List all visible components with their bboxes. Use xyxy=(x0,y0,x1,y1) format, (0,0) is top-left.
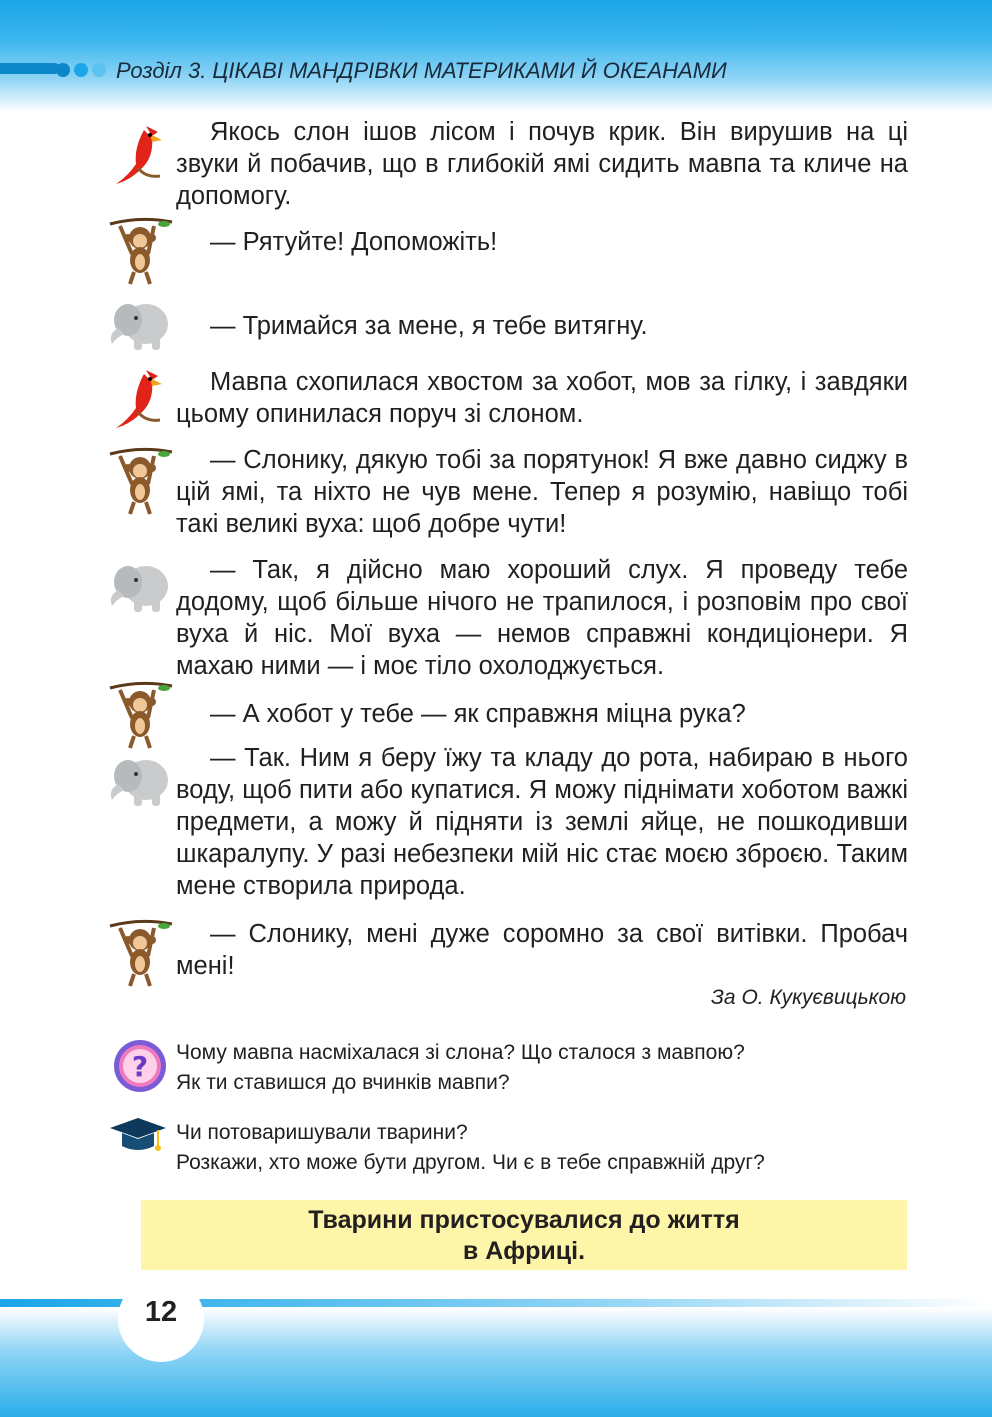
story-paragraph: — Так. Ним я беру їжу та кладу до рота, набираю в нього воду, щоб пити або купатися. Я можу піднімати хоботом важкі предмети, а можу й підняти із землі яйце, не пошкодивши шкаралупу. У разі небезпеки мій ніс стає моєю зброєю. Таким мене створила природа. xyxy=(176,744,908,900)
section-title: Розділ 3. ЦІКАВІ МАНДРІВКИ МАТЕРИКАМИ Й ОКЕАНАМИ xyxy=(116,58,727,83)
monkey-icon xyxy=(106,678,176,750)
monkey-icon xyxy=(106,916,176,988)
monkey-icon xyxy=(106,214,176,286)
story-paragraph: — Рятуйте! Допоможіть! xyxy=(210,228,498,256)
author-attribution: За О. Кукуєвицькою xyxy=(711,986,906,1009)
graduation-cap-icon xyxy=(108,1114,168,1158)
elephant-icon xyxy=(106,746,176,818)
header-dot-1 xyxy=(56,63,70,77)
question-line: Розкажи, хто може бути другом. Чи є в тебе справжній друг? xyxy=(176,1151,765,1174)
bird-icon xyxy=(106,118,176,190)
header-accent-line xyxy=(0,63,60,74)
elephant-icon xyxy=(106,290,176,362)
page-number: 12 xyxy=(144,1296,178,1328)
story-paragraph: — Слонику, дякую тобі за порятунок! Я вже давно сиджу в цій ямі, та ніхто не чув мене. Тепер я розумію, навіщо тобі такі великі вуха: щоб добре чути! xyxy=(176,446,908,538)
header-dot-2 xyxy=(74,63,88,77)
callout-line: в Африці. xyxy=(462,1237,586,1265)
story-paragraph: Якось слон ішов лісом і почув крик. Він вирушив на ці звуки й побачив, що в глибокій ямі сидить мавпа та кличе на допомогу. xyxy=(176,118,908,210)
story-paragraph: Мавпа схопилася хвостом за хобот, мов за гілку, і завдяки цьому опинилася поруч зі слоном. xyxy=(176,368,908,428)
monkey-icon xyxy=(106,444,176,516)
story-paragraph: — Слонику, мені дуже соромно за свої витівки. Пробач мені! xyxy=(176,920,908,980)
header-dot-3 xyxy=(92,63,106,77)
story-paragraph: — А хобот у тебе — як справжня міцна рука? xyxy=(210,700,746,728)
question-line: Чи потоваришували тварини? xyxy=(176,1121,468,1144)
question-line: Як ти ставишся до вчинків мавпи? xyxy=(176,1071,510,1094)
question-line: Чому мавпа насміхалася зі слона? Що сталося з мавпою? xyxy=(176,1041,745,1064)
question-mark-icon xyxy=(110,1036,170,1096)
callout-line: Тварини пристосувалися до життя xyxy=(308,1206,740,1234)
bird-icon xyxy=(106,362,176,434)
elephant-icon xyxy=(106,552,176,624)
summary-callout xyxy=(141,1200,907,1270)
story-paragraph: — Так, я дійсно маю хороший слух. Я проведу тебе додому, щоб більше нічого не трапилося, і розповім про свої вуха й ніс. Мої вуха — немов справжні кондиціонери. Я махаю ними — і моє тіло охолоджується. xyxy=(176,556,908,680)
header-band xyxy=(0,0,992,112)
svg-text:?: ? xyxy=(131,1050,149,1083)
story-paragraph: — Тримайся за мене, я тебе витягну. xyxy=(210,312,648,340)
